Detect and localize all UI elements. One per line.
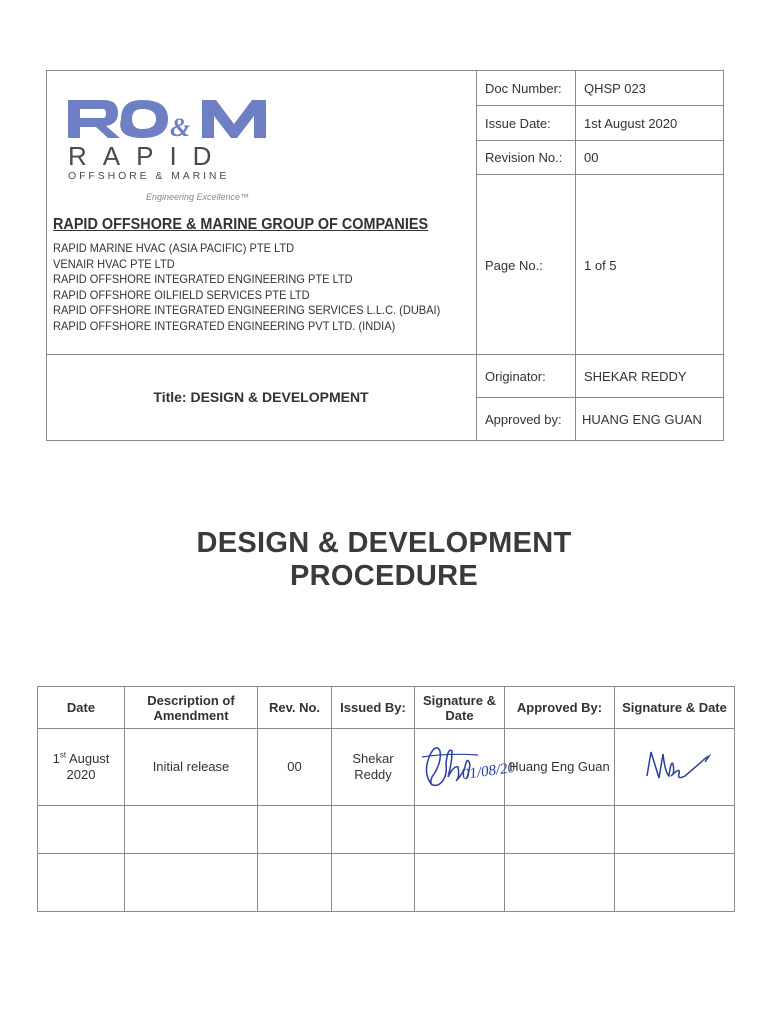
company-item: RAPID OFFSHORE INTEGRATED ENGINEERING PVT LTD. (INDIA) [53,318,396,333]
column-header: Date [38,687,125,729]
column-header: Approved By: [505,687,615,729]
column-header: Description of Amendment [125,687,258,729]
originator-label: Originator: [485,369,546,384]
rev-cell: 00 [258,729,332,806]
table-row [38,806,735,854]
doc-number-label: Doc Number: [485,81,562,96]
group-title: RAPID OFFSHORE & MARINE GROUP OF COMPANIES [53,216,429,233]
date-suffix: st [59,750,67,760]
issue-date-value: 1st August 2020 [584,116,678,131]
date-day: 1 [52,751,60,766]
page-no-label: Page No.: [485,258,543,273]
divider [476,174,724,175]
doc-number-value: QHSP 023 [584,81,646,96]
divider [476,397,724,398]
main-title-line2: PROCEDURE [290,560,478,592]
date-rest: August 2020 [66,751,110,782]
column-header: Signature & Date [415,687,505,729]
table-header-row [38,687,735,729]
originator-value: SHEKAR REDDY [584,369,687,384]
handwritten-signature-icon [418,733,517,797]
revision-label: Revision No.: [485,150,563,165]
approved-by-value: HUANG ENG GUAN [582,412,702,427]
company-item: VENAIR HVAC PTE LTD [53,256,175,271]
amendment-table [37,686,735,912]
company-item: RAPID OFFSHORE INTEGRATED ENGINEERING PTE LTD [53,272,353,286]
divider [575,70,576,441]
svg-text:&: & [170,113,191,142]
logo-offshore-marine-text: OFFSHORE & MARINE [68,170,230,182]
description-cell: Initial release [125,729,258,806]
logo-wordmark-icon [66,96,271,142]
company-logo [66,96,271,208]
approver-signature-icon [625,740,725,790]
main-title-line1: DESIGN & DEVELOPMENT [196,527,572,559]
main-title [0,527,768,593]
approver-signature-cell [615,729,735,806]
column-header: Issued By: [332,687,415,729]
logo-tagline: Engineering Excellence™ [146,192,250,202]
revision-value: 00 [584,150,599,165]
company-item: RAPID OFFSHORE INTEGRATED ENGINEERING SERVICES L.L.C. (DUBAI) [53,303,441,317]
approved-by-label: Approved by: [485,412,562,427]
logo-rapid-text: RAPID [68,141,228,171]
company-item: RAPID MARINE HVAC (ASIA PACIFIC) PTE LTD [53,241,295,255]
issue-date-label: Issue Date: [485,116,551,131]
company-list [53,241,474,334]
table-row [38,729,735,806]
table-row [38,854,735,912]
document-title: Title: DESIGN & DEVELOPMENT [153,389,369,405]
divider [476,70,477,441]
column-header: Signature & Date [615,687,735,729]
issued-by-cell: Shekar Reddy [332,729,415,806]
signature-date-text: 01/08/20 [461,759,517,784]
signature-cell [415,729,517,806]
date-cell [38,729,125,806]
divider [476,105,724,106]
column-header: Rev. No. [258,687,332,729]
approved-by-cell: Huang Eng Guan [505,729,615,806]
divider [46,354,724,355]
company-item: RAPID OFFSHORE OILFIELD SERVICES PTE LTD [53,287,310,302]
divider [476,140,724,141]
page-no-value: 1 of 5 [584,258,617,273]
